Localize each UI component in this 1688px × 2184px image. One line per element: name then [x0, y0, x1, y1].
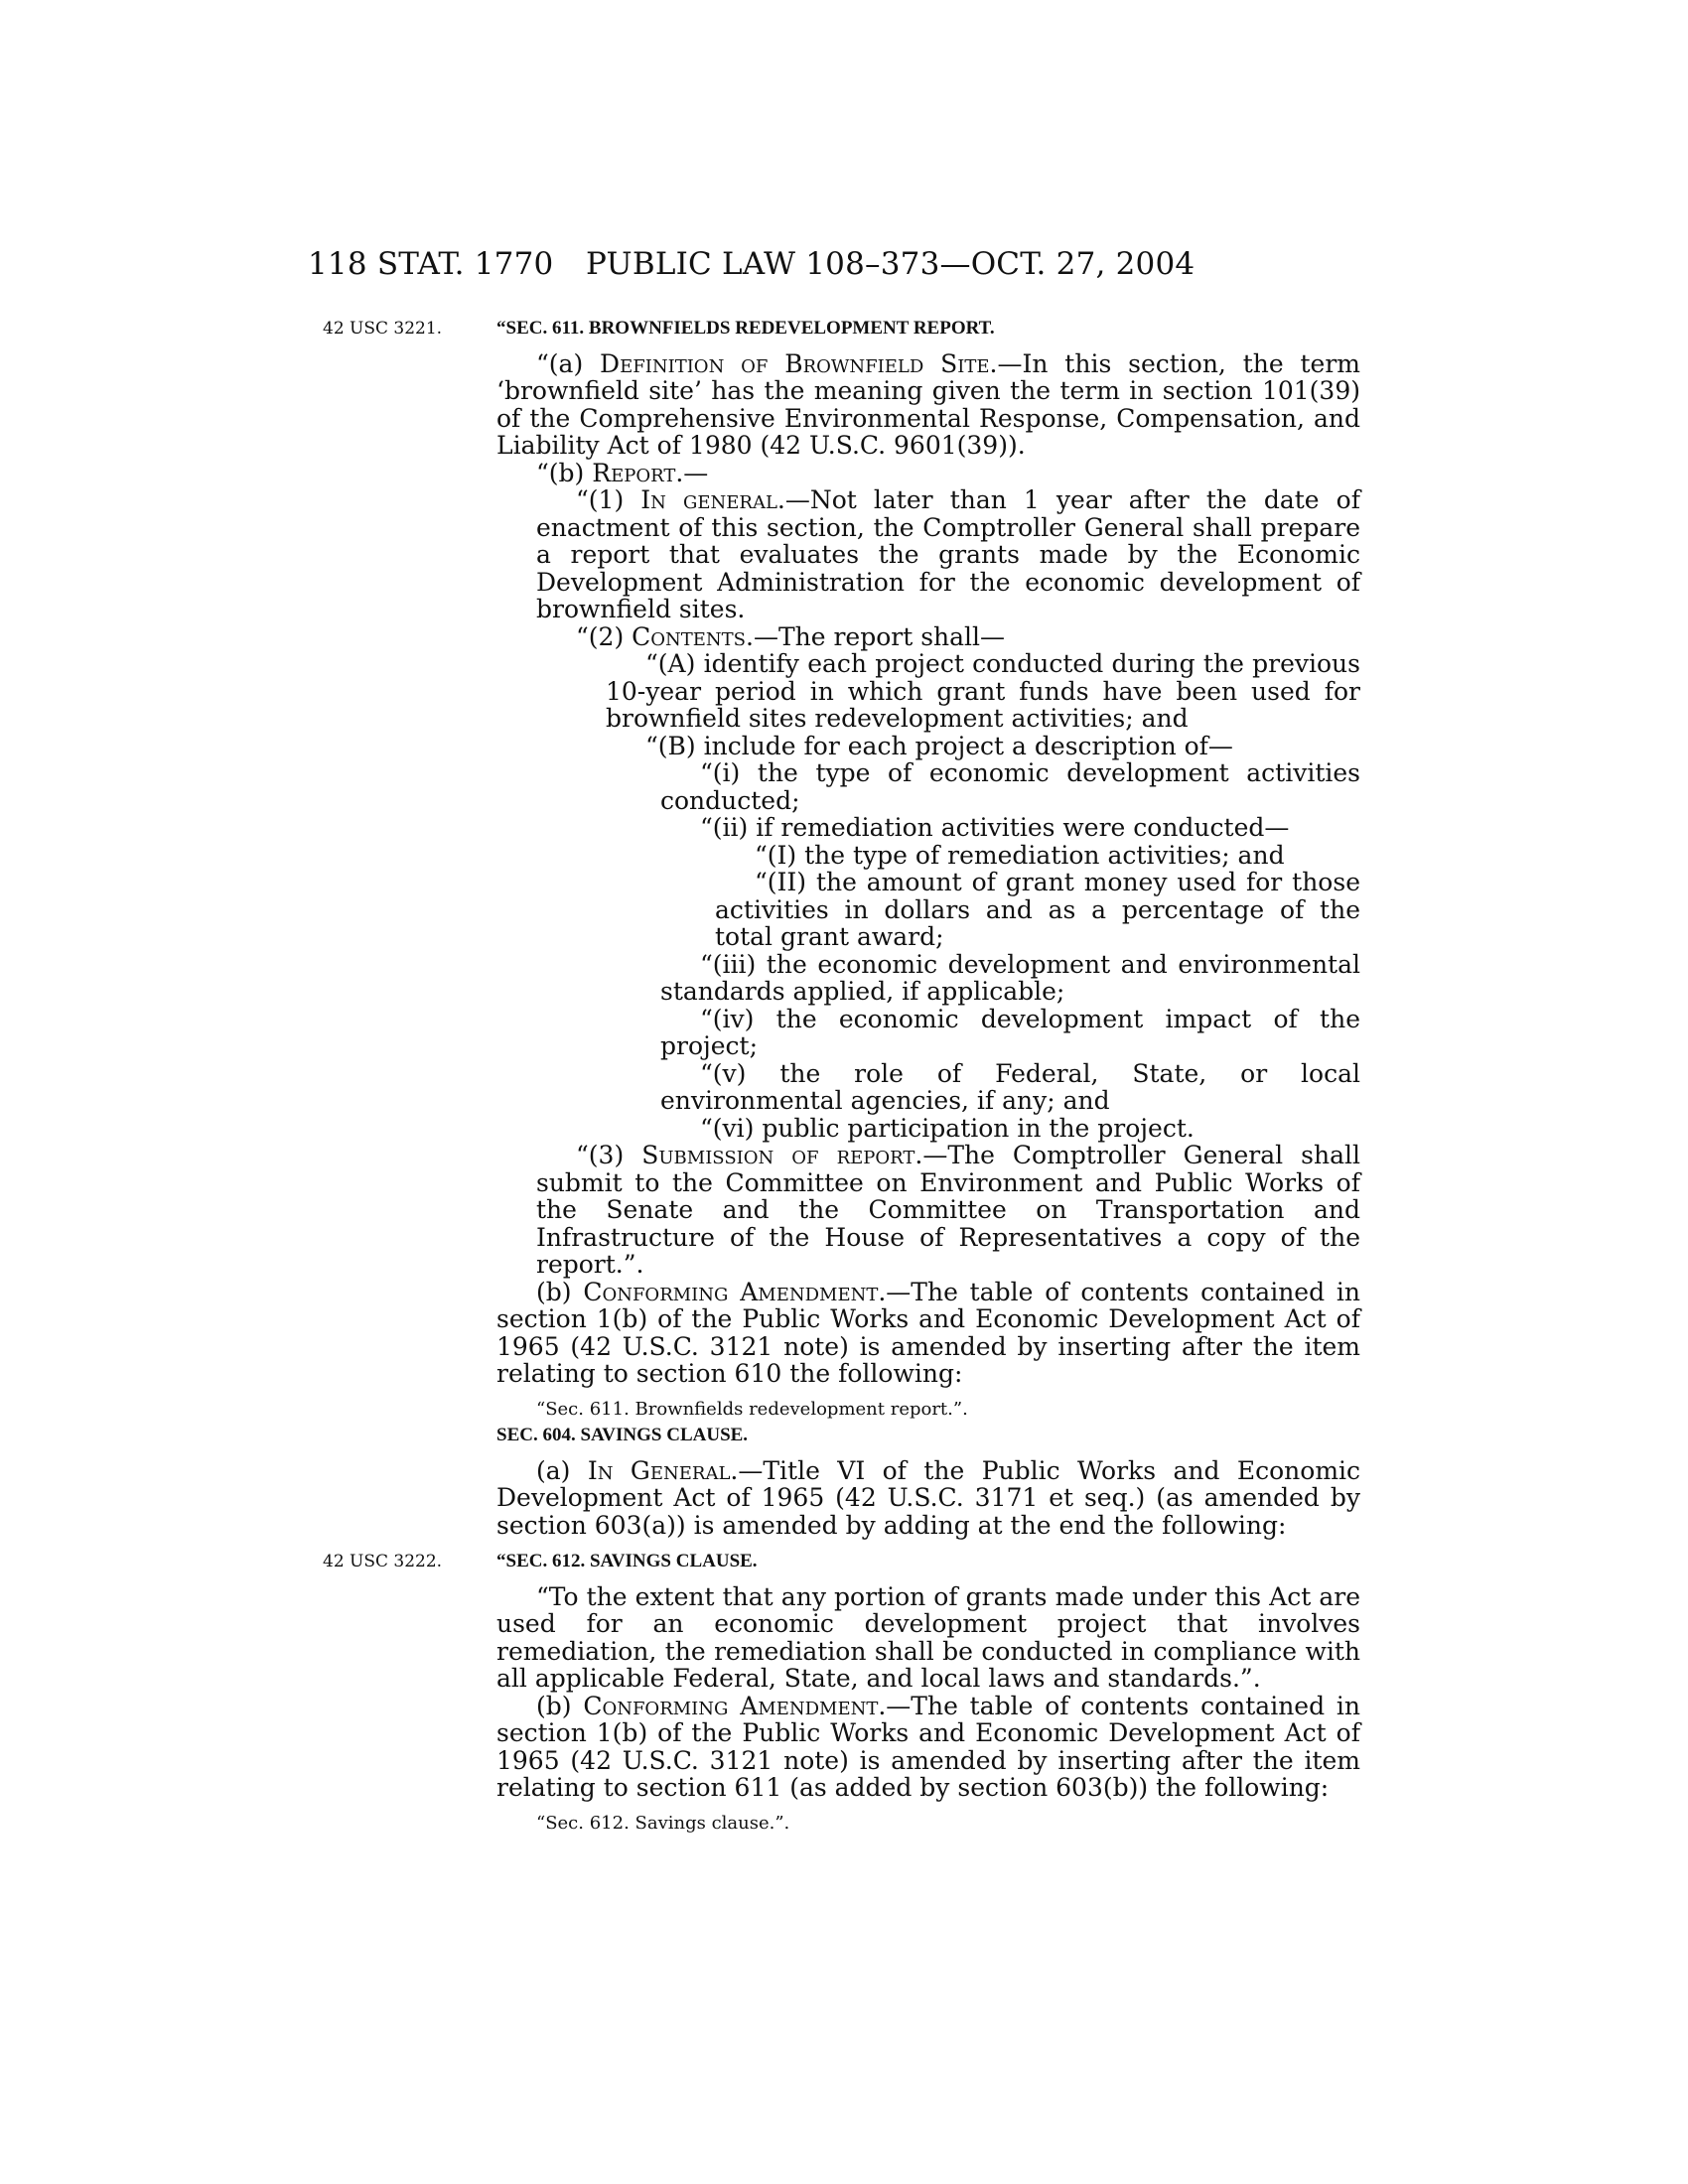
clause-iii: “(iii) the economic development and environmental standards applied, if applicable;	[660, 949, 1360, 1006]
clause-i: “(i) the type of economic development activities conducted;	[660, 758, 1360, 815]
section-612-block	[496, 1548, 1360, 1837]
clause-iv: “(iv) the economic development impact of the project;	[660, 1004, 1360, 1060]
caption-report: Report	[592, 458, 676, 487]
public-law-title: PUBLIC LAW 108–373—OCT. 27, 2004	[586, 246, 1196, 282]
toc-entry-612: “Sec. 612. Savings clause.”.	[536, 1812, 790, 1834]
margin-note-3221: 42 USC 3221.	[323, 319, 443, 339]
section-612-heading: “SEC. 612. SAVINGS CLAUSE.	[496, 1551, 758, 1571]
caption-in-general-604: In General	[587, 1455, 731, 1485]
conforming-amendment-611: (b) Conforming Amendment.—The table of contents contained in section 1(b) of the Public Works and Economic Development Act of 1965 (42 U.S.C. 3121 note) is amended by inserting after the item relating to section 610 the following:	[496, 1277, 1360, 1388]
subclause-I: “(I) the type of remediation activities; and	[755, 840, 1285, 870]
paragraph-a-definition: “(a) Definition of Brownfield Site.—In this section, the term ‘brownfield site’ has the meaning given the term in section 101(39) of the Comprehensive Environmental Response, Compensation, and Liability Act of 1980 (42 U.S.C. 9601(39)).	[496, 348, 1361, 460]
stat-page-number: 118 STAT. 1770	[308, 246, 554, 282]
subparagraph-B: “(B) include for each project a description of—	[645, 731, 1233, 760]
clause-v: “(v) the role of Federal, State, or local environmental agencies, if any; and	[660, 1058, 1360, 1115]
caption-in-general: In general	[640, 485, 777, 514]
caption-submission: Submission of report	[641, 1141, 915, 1169]
paragraph-b2-contents: “(2) Contents.—The report shall—	[576, 621, 1006, 651]
paragraph-b3-submission: “(3) Submission of report.—The Comptroller General shall submit to the Committee on Environment and Public Works of the Senate and the Committee on Transportation and Infrastructure of the House of Representatives a copy of the report.”.	[536, 1141, 1360, 1279]
paragraph-b1-in-general: “(1) In general.—Not later than 1 year after the date of enactment of this section, the Comptroller General shall prepare a report that evaluates the grants made by the Economic Development Administration for the economic development of brownfield sites.	[536, 485, 1360, 623]
paragraph-b-report: “(b) Report.—	[536, 458, 709, 487]
conforming-amendment-612: (b) Conforming Amendment.—The table of contents contained in section 1(b) of the Public Works and Economic Development Act of 1965 (42 U.S.C. 3121 note) is amended by inserting after the item relating to section 611 (as added by section 603(b)) the following:	[496, 1691, 1360, 1802]
subparagraph-A: “(A) identify each project conducted during the previous 10-year period in which grant funds have been used for brownfield sites redevelopment activities; and	[606, 649, 1360, 733]
caption-conforming-amendment-612: Conforming Amendment	[583, 1691, 879, 1720]
clause-ii: “(ii) if remediation activities were conducted—	[700, 813, 1290, 842]
section-604-heading: SEC. 604. SAVINGS CLAUSE.	[496, 1425, 749, 1445]
page-header	[308, 246, 1195, 282]
paragraph-612-text: “To the extent that any portion of grants made under this Act are used for an economic development project that involves remediation, the remediation shall be conducted in compliance with all applicable Federal, State, and local laws and standards.”.	[496, 1581, 1360, 1693]
caption-contents: Contents	[632, 621, 747, 651]
section-611-block	[496, 315, 1360, 1423]
paragraph-604-a: (a) In General.—Title VI of the Public Works and Economic Development Act of 1965 (42 U.S.C. 3171 et seq.) (as amended by section 603(a)) is amended by adding at the end the following:	[496, 1455, 1361, 1540]
section-604-block	[496, 1422, 1360, 1539]
toc-entry-611: “Sec. 611. Brownfields redevelopment report.”.	[536, 1398, 968, 1420]
margin-note-3222: 42 USC 3222.	[323, 1552, 443, 1571]
subclause-II: “(II) the amount of grant money used for those activities in dollars and as a percentage of the total grant award;	[715, 868, 1360, 951]
section-611-heading: “SEC. 611. BROWNFIELDS REDEVELOPMENT REPORT.	[496, 318, 995, 339]
clause-vi: “(vi) public participation in the project.	[700, 1113, 1195, 1143]
caption-conforming-amendment: Conforming Amendment	[583, 1277, 879, 1306]
caption-definition: Definition of Brownfield Site	[600, 348, 990, 378]
